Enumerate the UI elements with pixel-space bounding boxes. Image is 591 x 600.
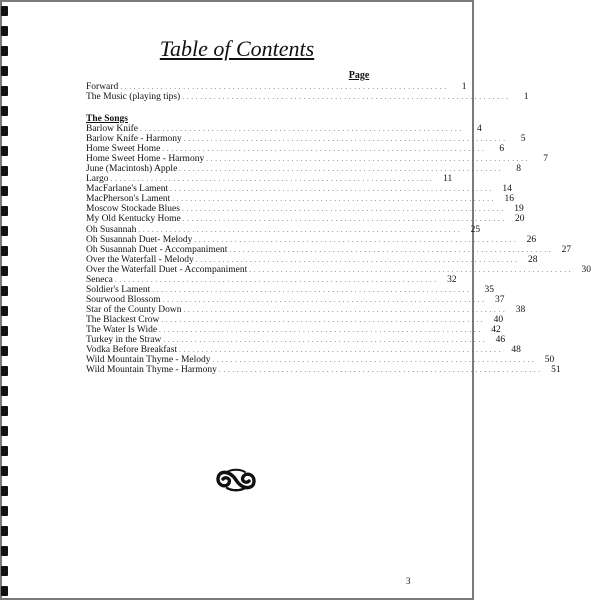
binding-ring xyxy=(1,586,8,596)
toc-entry-page: 19 xyxy=(514,204,524,215)
toc-entry-page: 30 xyxy=(581,264,591,275)
toc-entry-page: 16 xyxy=(504,194,515,205)
dot-leader: . . . . . . . . . . . . . . . . . . . . . . . . . . . . . . . . . . . . . . . . . . . . . . . . . . . . . . . . . . . . . . . . . . . . . . . . . xyxy=(120,83,447,92)
toc-entry xyxy=(86,284,494,295)
toc-entry-title: Over the Waterfall - Melody xyxy=(86,254,194,265)
toc-entry-title: Oh Susannah Duet- Melody xyxy=(86,234,193,245)
toc-entry-page: 25 xyxy=(470,224,481,235)
toc-entry-title: Wild Mountain Thyme - Melody xyxy=(86,355,211,366)
celtic-knot-ornament-icon xyxy=(212,466,260,494)
toc-entry-page: 1 xyxy=(523,92,529,103)
toc-entry xyxy=(86,294,505,305)
dot-leader: . . . . . . . . . . . . . . . . . . . . . . . . . . . . . . . . . . . . . . . . . . . . . . . . . . . . . . . . . . . . . . . . . . . . . . . . xyxy=(229,245,552,254)
toc-entry xyxy=(86,82,467,93)
toc-entry-page: 32 xyxy=(447,274,457,285)
binding-ring xyxy=(1,526,8,536)
binding-ring xyxy=(1,446,8,456)
toc-entry xyxy=(86,335,506,346)
toc-entry-page: 11 xyxy=(443,174,453,185)
toc-entry xyxy=(86,174,453,185)
toc-entry-title: Forward xyxy=(86,82,119,93)
toc-entry-page: 40 xyxy=(493,314,504,325)
binding-ring xyxy=(1,226,8,236)
page-column-header: Page xyxy=(348,70,370,81)
toc-entry-title: Oh Susannah xyxy=(86,224,137,235)
spiral-binding xyxy=(0,0,12,600)
binding-ring xyxy=(1,106,8,116)
dot-leader: . . . . . . . . . . . . . . . . . . . . . . . . . . . . . . . . . . . . . . . . . . . . . . . . . . . . . . . . . . . . . . . . . . . . . . . . xyxy=(139,125,462,134)
dot-leader: . . . . . . . . . . . . . . . . . . . . . . . . . . . . . . . . . . . . . . . . . . . . . . . . . . . . . . . . . . . . . . . . . . . . . . . . xyxy=(114,275,437,284)
toc-entry-title: Wild Mountain Thyme - Harmony xyxy=(86,365,217,376)
binding-ring xyxy=(1,506,8,516)
toc-entry-title: Barlow Knife xyxy=(86,124,138,135)
toc-entry xyxy=(86,134,526,145)
dot-leader: . . . . . . . . . . . . . . . . . . . . . . . . . . . . . . . . . . . . . . . . . . . . . . . . . . . . . . . . . . . . . . . . . . . . . . . . xyxy=(206,155,528,164)
dot-leader: . . . . . . . . . . . . . . . . . . . . . . . . . . . . . . . . . . . . . . . . . . . . . . . . . . . . . . . . . . . . . . . . . . . . . . . . xyxy=(163,336,486,345)
toc-entry xyxy=(86,204,524,215)
toc-entry-page: 35 xyxy=(484,284,494,295)
toc-entry xyxy=(86,144,505,155)
binding-ring xyxy=(1,86,8,96)
binding-ring xyxy=(1,126,8,136)
dot-leader: . . . . . . . . . . . . . . . . . . . . . . . . . . . . . . . . . . . . . . . . . . . . . . . . . . . . . . . . . . . . . . . . . . . . . . . . xyxy=(159,325,481,334)
toc-entry-page: 38 xyxy=(515,304,526,315)
binding-ring xyxy=(1,426,8,436)
toc-entry-title: The Music (playing tips) xyxy=(86,92,181,103)
toc-entry-page: 28 xyxy=(528,254,538,265)
binding-ring xyxy=(1,366,8,376)
toc-entry-page: 8 xyxy=(516,164,522,175)
binding-ring xyxy=(1,146,8,156)
binding-ring xyxy=(1,66,8,76)
toc-entry xyxy=(86,345,521,356)
dot-leader: . . . . . . . . . . . . . . . . . . . . . . . . . . . . . . . . . . . . . . . . . . . . . . . . . . . . . . . . . . . . . . . . . . . . . . . . xyxy=(179,165,502,174)
toc-entry xyxy=(86,314,504,325)
dot-leader: . . . . . . . . . . . . . . . . . . . . . . . . . . . . . . . . . . . . . . . . . . . . . . . . . . . . . . . . . . . . . . . . . . . . . . . . xyxy=(179,346,501,355)
binding-ring xyxy=(1,206,8,216)
toc-entry-page: 51 xyxy=(551,365,561,376)
page-number: 3 xyxy=(406,576,411,586)
dot-leader: . . . . . . . . . . . . . . . . . . . . . . . . . . . . . . . . . . . . . . . . . . . . . . . . . . . . . . . . . . . . . . . . . . . . . . . . xyxy=(249,265,572,274)
toc-entry-title: Seneca xyxy=(86,274,113,285)
toc-entry xyxy=(86,324,501,335)
toc-entry-title: Barlow Knife - Harmony xyxy=(86,134,182,145)
dot-leader: . . . . . . . . . . . . . . . . . . . . . . . . . . . . . . . . . . . . . . . . . . . . . . . . . . . . . . . . . . . . . . . . . . . . . . . . xyxy=(183,305,506,314)
toc-entry xyxy=(86,224,481,235)
binding-ring xyxy=(1,266,8,276)
toc-entry xyxy=(86,274,457,285)
dot-leader: . . . . . . . . . . . . . . . . . . . . . . . . . . . . . . . . . . . . . . . . . . . . . . . . . . . . . . . . . . . . . . . . . . . . . . . . xyxy=(172,195,495,204)
binding-ring xyxy=(1,546,8,556)
dot-leader: . . . . . . . . . . . . . . . . . . . . . . . . . . . . . . . . . . . . . . . . . . . . . . . . . . . . . . . . . . . . . . . . . . . . . . . . xyxy=(161,315,484,324)
binding-ring xyxy=(1,26,8,36)
toc-entry-title: Sourwood Blossom xyxy=(86,294,161,305)
binding-ring xyxy=(1,406,8,416)
toc-entry-title: Over the Waterfall Duet - Accompaniment xyxy=(86,264,248,275)
toc-entry xyxy=(86,234,537,245)
toc-entry xyxy=(86,214,525,225)
toc-entry xyxy=(86,355,555,366)
toc-entry-page: 20 xyxy=(514,214,525,225)
toc-entry xyxy=(86,154,548,165)
dot-leader: . . . . . . . . . . . . . . . . . . . . . . . . . . . . . . . . . . . . . . . . . . . . . . . . . . . . . . . . . . . . . . . . . . . . . . . . xyxy=(183,135,506,144)
toc-entry-page: 6 xyxy=(499,144,505,155)
page-title: Table of Contents xyxy=(159,36,315,61)
toc-entry-title: MacPherson's Lament xyxy=(86,194,171,205)
toc-entry-title: Home Sweet Home xyxy=(86,144,161,155)
toc-entry-title: Largo xyxy=(86,174,109,185)
toc-entry xyxy=(86,164,522,175)
dot-leader: . . . . . . . . . . . . . . . . . . . . . . . . . . . . . . . . . . . . . . . . . . . . . . . . . . . . . . . . . . . . . . . . . . . . . . . . xyxy=(138,225,461,234)
binding-ring xyxy=(1,6,8,16)
toc-entry-title: Oh Susannah Duet - Accompaniment xyxy=(86,244,228,255)
toc-entry xyxy=(86,244,572,255)
toc-entry-page: 48 xyxy=(511,345,521,356)
binding-ring xyxy=(1,486,8,496)
toc-entry-page: 7 xyxy=(543,154,548,165)
toc-entry-title: The Water Is Wide xyxy=(86,324,158,335)
toc-entry-page: 27 xyxy=(561,244,572,255)
toc-entry-page: 1 xyxy=(461,82,467,93)
toc-entry-title: Vodka Before Breakfast xyxy=(86,345,178,356)
toc-entry-title: Soldier's Lament xyxy=(86,284,151,295)
dot-leader: . . . . . . . . . . . . . . . . . . . . . . . . . . . . . . . . . . . . . . . . . . . . . . . . . . . . . . . . . . . . . . . . . . . . . . . . xyxy=(181,205,504,214)
toc-entry-title: Star of the County Down xyxy=(86,304,182,315)
binding-ring xyxy=(1,346,8,356)
dot-leader: . . . . . . . . . . . . . . . . . . . . . . . . . . . . . . . . . . . . . . . . . . . . . . . . . . . . . . . . . . . . . . . . . . . . . . . . xyxy=(218,366,541,375)
dot-leader: . . . . . . . . . . . . . . . . . . . . . . . . . . . . . . . . . . . . . . . . . . . . . . . . . . . . . . . . . . . . . . . . . . . . . . . . xyxy=(162,145,485,154)
dot-leader: . . . . . . . . . . . . . . . . . . . . . . . . . . . . . . . . . . . . . . . . . . . . . . . . . . . . . . . . . . . . . . . . . . . . . . . . xyxy=(170,185,492,194)
dot-leader: . . . . . . . . . . . . . . . . . . . . . . . . . . . . . . . . . . . . . . . . . . . . . . . . . . . . . . . . . . . . . . . . . . . . . . . . xyxy=(194,235,517,244)
toc-entry xyxy=(86,184,512,195)
dot-leader: . . . . . . . . . . . . . . . . . . . . . . . . . . . . . . . . . . . . . . . . . . . . . . . . . . . . . . . . . . . . . . . . . . . . . . . . . xyxy=(182,93,509,102)
binding-ring xyxy=(1,286,8,296)
toc-entry-page: 5 xyxy=(520,134,526,145)
toc-entry-title: My Old Kentucky Home xyxy=(86,214,181,225)
toc-entry-title: June (Macintosh) Apple xyxy=(86,164,178,175)
songs-list xyxy=(86,124,591,376)
dot-leader: . . . . . . . . . . . . . . . . . . . . . . . . . . . . . . . . . . . . . . . . . . . . . . . . . . . . . . . . . . . . . . . . . . . . . . . . xyxy=(195,255,518,264)
toc-entry-title: MacFarlane's Lament xyxy=(86,184,169,195)
dot-leader: . . . . . . . . . . . . . . . . . . . . . . . . . . . . . . . . . . . . . . . . . . . . . . . . . . . . . . . . . . . . . . . . . . . . . . . . xyxy=(212,356,535,365)
binding-ring xyxy=(1,326,8,336)
toc-entry-title: Turkey in the Straw xyxy=(86,335,162,346)
dot-leader: . . . . . . . . . . . . . . . . . . . . . . . . . . . . . . . . . . . . . . . . . . . . . . . . . . . . . . . . . . . . . . . . . . . . . . . . xyxy=(162,295,485,304)
toc-entry-page: 37 xyxy=(494,294,505,305)
toc-entry-page: 42 xyxy=(491,324,501,335)
binding-ring xyxy=(1,386,8,396)
binding-ring xyxy=(1,466,8,476)
binding-ring xyxy=(1,566,8,576)
toc-entry xyxy=(86,194,515,205)
toc-entry-title: Home Sweet Home - Harmony xyxy=(86,154,205,165)
binding-ring xyxy=(1,246,8,256)
toc-entry-page: 26 xyxy=(526,234,537,245)
dot-leader: . . . . . . . . . . . . . . . . . . . . . . . . . . . . . . . . . . . . . . . . . . . . . . . . . . . . . . . . . . . . . . . . . . . . . . . . xyxy=(110,175,433,184)
toc-entry-page: 46 xyxy=(495,335,506,346)
dot-leader: . . . . . . . . . . . . . . . . . . . . . . . . . . . . . . . . . . . . . . . . . . . . . . . . . . . . . . . . . . . . . . . . . . . . . . . . xyxy=(152,285,474,294)
toc-entry-title: The Blackest Crow xyxy=(86,314,160,325)
dot-leader: . . . . . . . . . . . . . . . . . . . . . . . . . . . . . . . . . . . . . . . . . . . . . . . . . . . . . . . . . . . . . . . . . . . . . . . . xyxy=(182,215,505,224)
toc-entry xyxy=(86,124,482,135)
toc-entry-page: 50 xyxy=(544,355,555,366)
section-heading: The Songs xyxy=(86,114,128,124)
toc-entry xyxy=(86,304,526,315)
binding-ring xyxy=(1,166,8,176)
toc-entry xyxy=(86,254,538,265)
binding-ring xyxy=(1,306,8,316)
toc-entry-page: 14 xyxy=(502,184,512,195)
binding-ring xyxy=(1,186,8,196)
front-matter-list xyxy=(86,82,529,103)
toc-entry-title: Moscow Stockade Blues xyxy=(86,204,180,215)
toc-entry xyxy=(86,365,561,376)
toc-entry xyxy=(86,92,529,103)
toc-entry xyxy=(86,264,591,275)
toc-entry-page: 4 xyxy=(476,124,482,135)
